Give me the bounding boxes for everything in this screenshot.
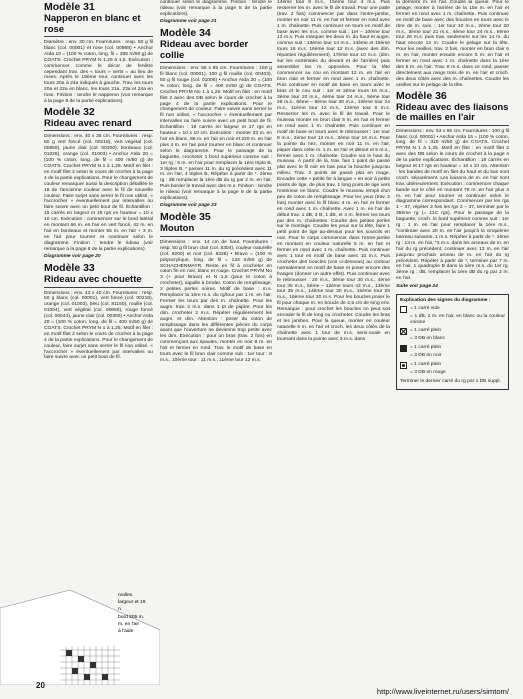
model-33-name: Rideau avec chouette	[44, 275, 153, 288]
legend-label: = 1 carré plein	[410, 361, 442, 367]
model-34-diagram-ref: Diagramme voir page 23	[160, 203, 217, 209]
model-33-title: Modèle 33	[44, 262, 95, 274]
legend-item	[400, 345, 505, 352]
legend-item	[400, 328, 505, 335]
model-36-text: Dimensions : env. 53 x 65 cm. Fournitures : 100 g fil blanc (col. 00001) • Anchor Aïda 15 = (100 % coton, long. de fil = 310 m/50 g) de COATS. Crochet PRYM N 1 à 1,25. Motif en filet : en motif filet 2 avec des DB selon le cours de crochet à la page 4 de la partie explications. Échantillon : 18 carrés en largeur et 17 rgs en hauteur = 10 x 10 cm. Attention : les bandes de motif en filet du haut et du bas sont croch. séparément. Les liaisons de m. en l'air sont trav. ultérieurement. Exécution : commencer chaque bande sur le côté en montant 78 m. en l'air plus 4 m. en l'air pour tourner et continuer selon le diagramme correspondant. Commencer par les rgs 1 – 37, répéter 2 fois les rgs 2 – 37, terminer par le 38ème rg (= 11C rgs). Pour le passage de la baguette, croch. le bord supérieur comme suit : 1er rg : 1 m. en l'air pour remplacer la 1ère m.s., *continuer avec 20 m. en l'air jusqu'à la cinquième barreau suivante, 1 m.s. Répéter à partir de *. 2ème rg : 13 m. en l'air, *3 m.s. dans les arceaux de m. en l'air du rg précédent, continuer avec 13 m. en l'air jusqu'au prochain arceau de m. en l'air du rg précédent. Répéter à partir de *, terminer par 7 m. en l'air, 1 quadruple B dans la 1ère m.s. du 1er rg. 3ème rg : dB, remplacer la 1ère dB du rg par 2 m. en l'air.	[396, 128, 509, 282]
fragment-text-3: n.	[118, 607, 123, 612]
legend-label: = 3 DB en rouge	[410, 370, 446, 376]
fragment-text-5: m. en l'air	[118, 622, 140, 627]
column-3	[277, 0, 390, 690]
legend-footer: Terminer le dernier carré du rg par 1 DB suppl.	[400, 378, 501, 384]
model-35-text: Dimensions : env. 14 cm de haut. Fournitures : resp. 50 g fil brun clair (col. 8304), couleur naturelle (col. 8200) et noir (col. 8226) • Bravo = (100 % polyacrylique, long. de fil = 133 m/50 g) de SCHACHENMAYR. Reste en fil à crocheter en coton fin en noir, blanc et rouge. Crochet PRYM No 3 (+ pour Bravo) et N 1,5 (pour le coton à crocheter), aiguille à broder. Coton de remplissage, 2 petites perles noires. Motif de base : m.s. Remplacer la 1ère m.s. du rg/tour par 1 m. en l'air. Fermer les tours par des m. chaînette. Pour les augm. trav. 2 m.s. dans 1 pt de piqûre. Pour les dim. crocheter 2 m.s. Répéter régulièrement les augm. et dim. Attention : poser du coton de remplissage dans les différentes pièces du corps avant que l'ouverture ne devienne trop petite avec les dim. Exécution : pour un bras (trav. 2 fois) en commençant aux épaules, monter en noir 8 m. en l'air et fermer en rond. Trav. le motif de base en tours avec le fil brun clair comme suit : 1er tour : 8 m.s., 10ème tour : 11 m.s., 11ème tour 12 m.s.	[160, 239, 272, 363]
model-34-name: Rideau avec border collie	[160, 40, 272, 63]
model-36-title: Modèle 36	[396, 89, 447, 102]
fragment-text-1: rvalles.	[118, 593, 134, 598]
legend-label: = 3 DB en noir	[410, 353, 442, 359]
model-35-name: Mouton	[160, 224, 272, 237]
legend-symbol-empty-icon	[400, 306, 407, 313]
column-1	[44, 0, 153, 680]
legend-rows	[400, 306, 505, 378]
diagram-legend	[396, 294, 509, 391]
model-31-title: Modèle 31	[44, 1, 95, 13]
model-31-name: Napperon en blanc et rose	[44, 14, 153, 37]
legend-item	[400, 362, 505, 369]
legend-label: = 1 carré plein	[410, 327, 442, 333]
continued-text: continuer selon le diagramme. Finition : tendre le rideau (voir remarque à la page 8 de la partie explications).	[160, 0, 272, 17]
model-34-title: Modèle 34	[160, 27, 211, 40]
page-number: 20	[36, 681, 45, 690]
model-36-name: Rideau avec des liaisons de mailles en l'air	[396, 103, 509, 126]
model-32-text: Dimensions : env. 40 x 35 cm. Fournitures : resp. 50 g vert foncé (col. 00218), vert végétal (col. 00859), jaune clair (col. 00300), bordeaux (col. 01026), orange (col. 01003) • Anchor Aïda 20 = (100 % coton, long. de fil = 400 m/50 g) de COATS. Crochet PRYM N 1 à 1,25. Motif en filet : en motif filet 2 selon le cours de crochet à la page 4 de la partie explications. Pour le changement de couleur remarquer aussi la description détaillée le 16 de l'ancienne couleur avec le fil de nouvelle couleur. Faire surjet sans serrer le fil non utilisé, « l'accrocher » éventuellement par intervalles ou faire suivre avec un petit bout de fil. Échantillon : 16 carrés en largeur et 19 rgs en hauteur = 10 x 10 cm. Exécution : commencer sur le bord latéral en montant 66 m. en l'air en vert foncé, 42 m. en l'air en bordeaux et monter 55 m. en l'air + 3 m. en l'air pour tourner et continuer selon le diagramme. Finition : tendre le rideau (voir remarque à la page 8 de la partie explications).	[44, 134, 153, 252]
model-32-name: Rideau avec renard	[44, 119, 153, 132]
fragment-text-6: à l'aide	[118, 629, 134, 634]
legend-symbol-filled-icon	[400, 345, 407, 352]
footer-url[interactable]: http://www.liveinternet.ru/users/simtom/	[376, 687, 509, 696]
legend-label: = 1 carré vide	[410, 305, 440, 311]
diagram-fragment	[0, 590, 160, 685]
model-31-text: Diamètre : env. 30 cm. Fournitures : resp. 50 g fil blanc (col. 00001) et rose (col. 00968) • Anchor Aïda 10 = (100 % coton, long. fil = 265 m/50 g) de COATS. Crochet PRYM N 1,25 à 1,5. Exécution : commencer comme le décor de fenêtre cependant trav. des « tours » verts = au lieu de roses. Après le 19ème tour, continuer avec les tours 20a à 24a indiqués à gauche. Trav. les tours 20a et 22a en blanc, les tours 21a, 23a et 24a en rose. Finition : tendre le napperon (voir remarque à la page 8 de la partie explications).	[44, 40, 153, 105]
legend-symbol-dot-icon	[400, 362, 407, 369]
continued-diagram-ref: Diagramme voir page 21	[160, 19, 217, 25]
legend-item	[400, 314, 505, 326]
legend-item	[400, 336, 505, 343]
model-35-continued-text: 14ème tour 8 m.s., 15ème tour 4 m.s. Puis resserrer les m. avec le fil de travail. Pour une patte (trav. 2 fois) commencer par dans l'entre-jambe, monter en noir 11 m. en l'air et fermer en rond avec 1 m. chaînette. Puis continuer en tours en motif de base avec les m.s. comme suit : 1er – 10ème tour 12 m.s. Puis marquer les deux m. du haut et augm. comme suit : 13ème tour 14 m.s., 14ème et 15ème tours 16 m.s. 16ème tour 12 m.s. (avec des dim. réparties régulièrement), 17ème tour 10 m.s. (dim. sur les extrémités du devant et de l'arrière) puis assembler les m. opposées. Pour la tête commencer au cou en montant 12 m. en l'air en brun clair et fermer en rond avec 1 m. chaînette. Puis continuer en motif de base en tours avec le bras et le cou suit : 1er et 2ème tours 16 m.s., 3ème tour 20 m.s., 4ème tour 24 m.s., 5ème tour 28 m.s., 6ème – 9ème tour 30 m.s., 10ème tour 24 m.s., 11ème tour 12 m.s., 12ème tour 6 m.s. Resserrer les m. avec le fil de travail. Pour le museau monter en brun clair 5 m. en l'air et fermer en rond avec 1 m. chaînette. Puis continuer en motif de base en tours avec le rebrousser : 1er tour 8 m.s., 2ème tour 12 m.s., 3ème tour 16 m.s. Pour la pointe du nez, monter en noir 11 m. en l'air, piquer dans cette m. 1 m. en l'air et détout et 5 m.s., fermer avec 1 m. chaînette. Coudre sur le haut du museau. À partir de là, trav. fais 1 point de passé plat avec le fil noir en bas pour la bouche jusqu'au milieu. Trav. 3 points de passé plat en rouge. Encadre cette « petite fer à langue » en noir à petits points de tige, de plus trav. 1 long point de tige vers l'extérieur en blanc. Coudre le museau rempli d'un peu de coton de remplissage. Pour les yeux (trav. 2 fois) monter avec le fil blanc 4 m. en l'air et fermer en rond avec 1 m. chaînette. Avec 1 m. en l'air de début trav. 1 dB, 3 B, 1 dB, et 4 m. fermer les tours par des m. chaînettes. Coudre des petites perles sur le montage. Coudre les yeux sur la tête, faire 1 petit point de tige au-dessus pour les sourcils en noir. Pour le corps commencer dans l'entre-jambe en montant en couleur naturelle 5 m. en l'air et fermer en rond avec 1 m. chaînette. Puis continuer avec 1 tour en motif de base avec 10 m.s. Puis crocheter des boucles (voir ci-dessous) au contour normalement en motif de base et poser encore des franges (donner un autre effet). Puis continuer avec le rebrousser : 20 m.s., 3ème tour 30 m.s., 4ème tour 35 m.s., 5ème – 12ème tours 42 m.s., 13ème tour 35 m.s., 14ème tour 30 m.s., 15ème tour 25 m.s., 16ème tour 20 m.s. Pour les boucles poser le fil pour chaque m. en boucle de 2,5 cm de long env. Remarque : pour crochet les boucles on peut soit enrouler le fil de long ou crocheter. Coudre les bras et les jambes. Pour la queue, monter en couleur naturelle 6 m. en l'air et croch. les deux côtés de la chaînette avec 1 tour de m.s. semi-ovale en tournant dans la pointe avec 3 m.s. dans	[277, 0, 390, 342]
column-4	[396, 0, 509, 690]
model-35-end-text: la dernière m. en l'air. Coudre la queue. Pour le pelage, monter à l'arrière de la 15e m. en l'air et fermer en rond avec 1 m. chaînette. Puis continuer en motif de base avec des boucles en tours avec le rbre de m. suiv. : 1er tour 10 m.s., 2ème tour 20 m.s., 3ème tour 21 m.s., 4ème tour 24 m.s., 5ème tour 26 m.s. puis trav. seulement sur les 14 m. du haut encore 14 m. Coudre le pelage sur la tête. Pour les oreilles, trav. 2 fois, monter en brun clair 6 m. en l'air, monter ensuite encore 5 m. en l'air et fermer en rond avec 1 m. chaînette dans la 1ère des 5 m. en l'air. Trav. 8 m.s. dans ce rond, passer directement aux rangs trois de m. en l'air et croch. des deux côtés avec des m. chaînettes. Coudre les oreilles sur le pelage de la tête.	[396, 0, 509, 88]
model-34-text: Dimensions : env. 56 x 85 cm. Fournitures : 150 g fil blanc (col. 00001), 100 g fil rouille (col. 00403), 50 g fil rouge (col. 01006) • Anchor Aïda 20 = (100 % coton, long. de fil = 400 m/50 g) de COATS. Crochet PRYM No 1 à 1,25. Motif en filet : en motif filet 2 avec des DB selon le cours de crochet à la page 4 de la partie explications. Pour le changement de couleur. Faire suivre sans serrer le fil non utilisé, « l'accrocher » éventuellement par intervalles ou faire suivre avec un petit bout de fil. Échantillon : 19 carrés en largeur et 17 rgs en hauteur = 10 x 10 cm. Exécution : monter 33 m. en l'air en blanc, 66 m. en l'air en noir et 220 m. en l'air plus 4 m. en l'air pour tourner en blanc et continuer selon le diagramme. Pour le passage de la baguette, crocheter 1 bord supérieur comme suit : 1er rg : 5 m. en l'air pour remplacer la 1ère triple B, 3 triples B, * passer 11 m. du rg précédent avec 11 m. en l'air, 4 triples B. Répéter à partir de *. 2ème rg : dB remplacer la 1ère dB du rg par 2 m. en l'air. Puis border le travail avec des m.s. Finition : tendre le rideau (voir remarque à la page 8 de la partie explications).	[160, 66, 272, 202]
legend-title: Explication des signes du diagramme :	[400, 297, 491, 303]
legend-label: = 3 DB en blanc	[410, 336, 445, 342]
model-32-diagram-ref: Diagramme voir page 20	[44, 254, 101, 260]
model-32-title: Modèle 32	[44, 105, 95, 118]
legend-item	[400, 370, 505, 377]
fragment-text-4: bord 205 m.	[118, 615, 145, 620]
model-36-continued-ref: Suite voir page 24	[396, 283, 438, 289]
column-2	[160, 0, 272, 685]
legend-item	[400, 353, 505, 360]
legend-label: = 1 dB, 2 m. en l'air, en blanc ou la couleur voisine	[410, 314, 505, 326]
legend-label: = 1 carré plein	[410, 344, 442, 350]
model-33-text: Dimensions : env. 43 x 40 cm. Fournitures : resp. 50 g blanc (col. 00001), vert foncé (col. 00218), orange (col. 01003), bleu (col. 81150), rouille (col. 01004), vert végétal (col. 00859), rouge foncé (col. 00044), jaune clair (col. 00300) • Anchor Aïda 20 = (100 % coton, long. de fil = 400 m/50 g) de COATS. Crochet PRYM N 1 à 1,25. Motif en filet : en motif filet 2 selon le cours de crochet à la page 4 de la partie explications. Pour le changement de couleur, faire surjet sans serrer le fil non utilisé, « l'accrocher » éventuellement par intervalles ou faire suivre avec un petit bout de fil.	[44, 290, 153, 361]
model-35-title: Modèle 35	[160, 211, 211, 224]
legend-symbol-cross-icon	[400, 328, 407, 335]
fragment-text-2: largeur et 19	[118, 600, 146, 605]
legend-item	[400, 306, 505, 313]
